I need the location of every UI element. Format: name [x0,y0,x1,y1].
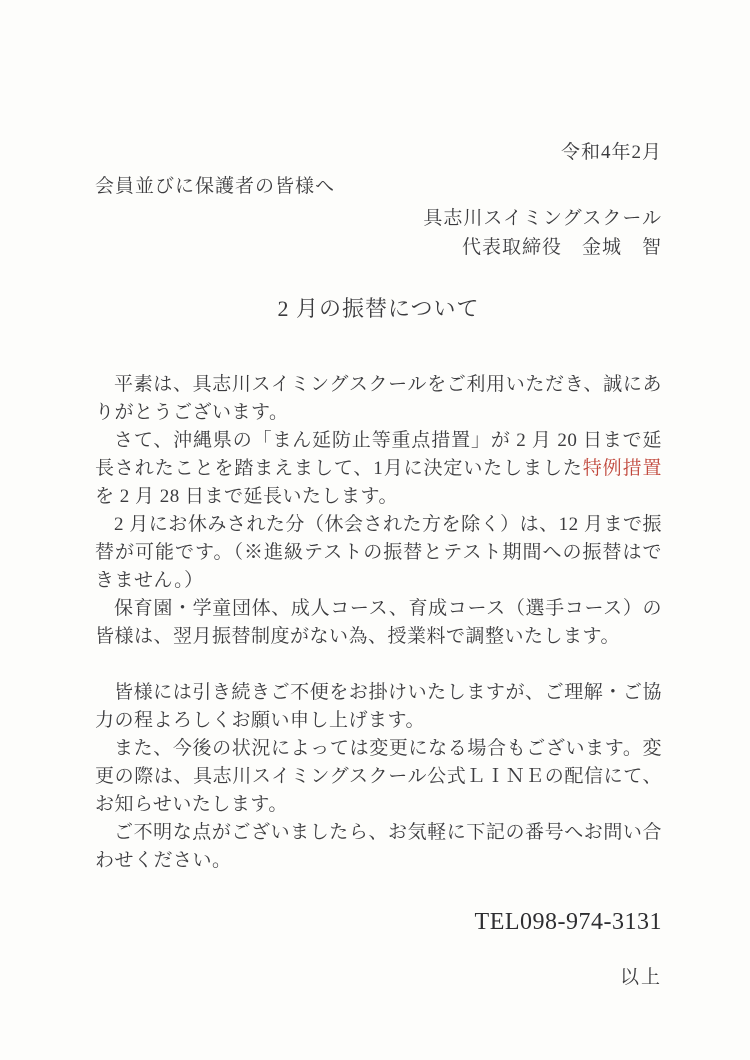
sender-representative: 代表取締役 金城 智 [461,237,662,258]
paragraph-extension [95,427,662,511]
extension-text-after: を 2 月 28 日まで延長いたします。 [95,486,398,507]
paragraph-line-notice: また、今後の状況によっては変更になる場合もございます。変更の際は、具志川スイミングスクール公式ＬＩＮＥの配信にて、お知らせいたします。 [95,738,662,815]
paragraph-greeting: 平素は、具志川スイミングスクールをご利用いただき、誠にありがとうございます。 [95,374,662,423]
recipient-line: 会員並びに保護者の皆様へ [95,176,336,197]
paragraph-contact: ご不明な点がございましたら、お気軽に下記の番号へお問い合わせください。 [95,822,662,871]
paragraph-makeup-policy: 2 月にお休みされた分（休会された方を除く）は、12 月まで振替が可能です。（※進級テストの振替とテスト期間への振替はできません。） [95,514,662,591]
letter-title: 2 月の振替について [277,296,480,321]
letter-date: 令和4年2月 [560,142,662,163]
sender-block [95,204,662,262]
paragraph-apology: 皆様には引き続きご不便をお掛けいたしますが、ご理解・ご協力の程よろしくお願い申し上げます。 [95,682,662,731]
extension-text-before: さて、沖縄県の「まん延防止等重点措置」が 2 月 20 日まで延長されたことを踏まえまして、1月に決定いたしました [95,430,662,479]
paragraph-course-adjustment: 保育園・学童団体、成人コース、育成コース（選手コース）の皆様は、翌月振替制度がない為、授業料で調整いたします。 [95,598,662,647]
sender-company: 具志川スイミングスクール [423,208,662,229]
letter-body [95,371,662,875]
special-measure-highlight: 特例措置 [582,458,662,479]
phone-number: TEL098-974-3131 [474,909,662,935]
closing-ijou: 以上 [619,967,662,988]
